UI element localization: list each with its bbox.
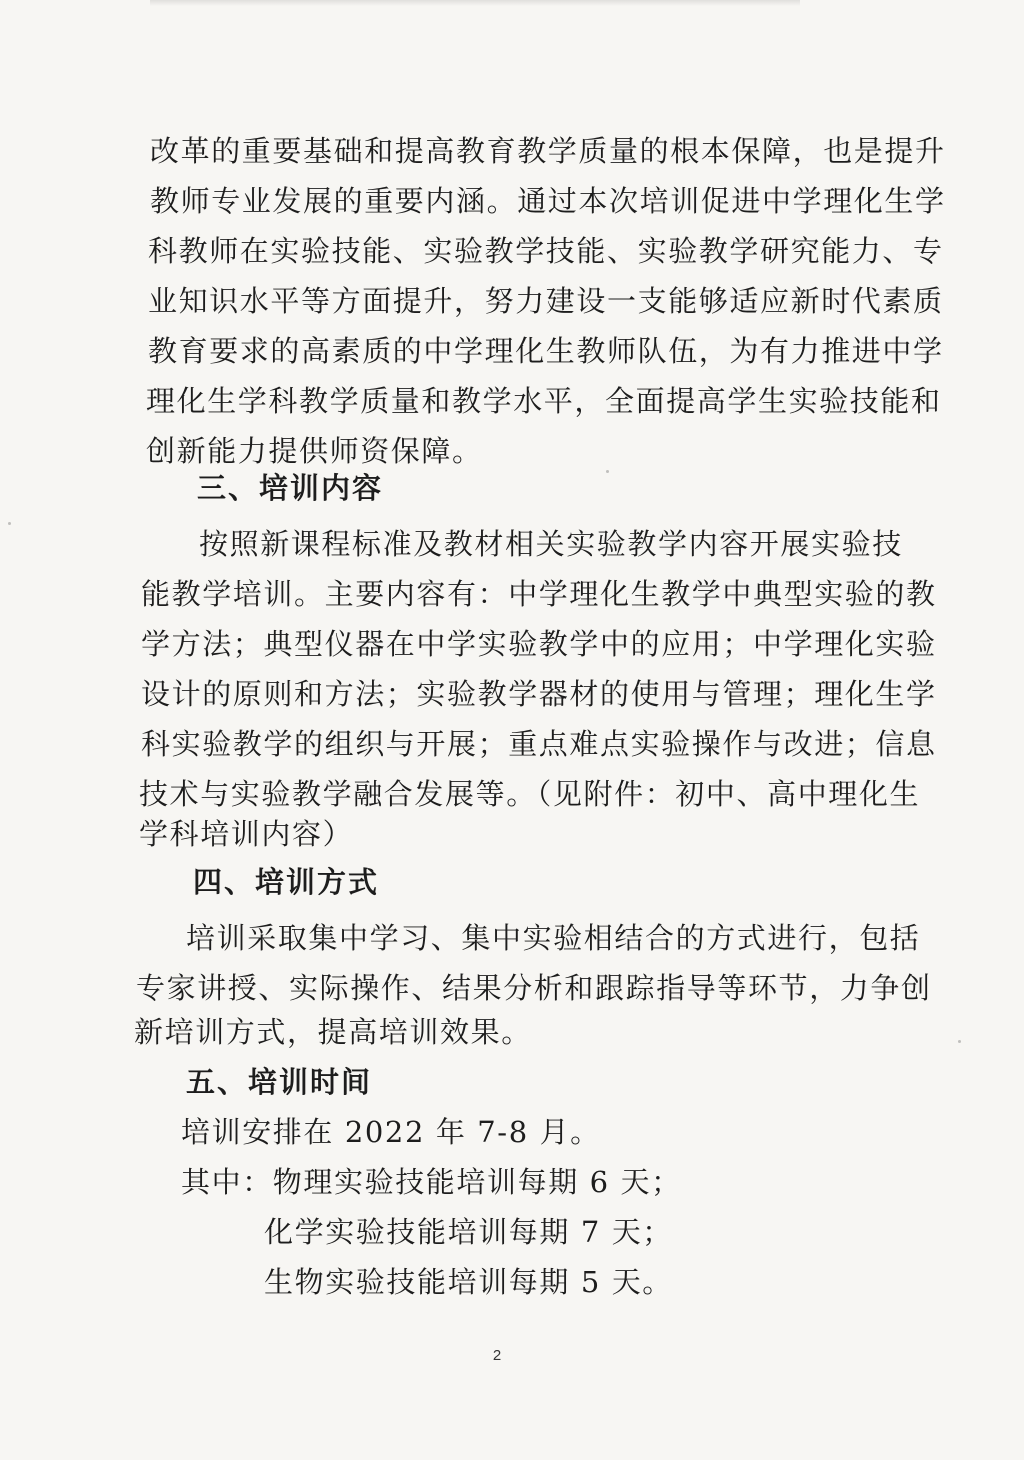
body-text-line: 技术与实验教学融合发展等。（见附件：初中、高中理化生 xyxy=(139,777,921,811)
body-text-line: 专家讲授、实际操作、结果分析和跟踪指导等环节，力争创 xyxy=(136,971,932,1005)
body-text-line: 理化生学科教学质量和教学水平，全面提高学生实验技能和 xyxy=(146,384,942,418)
body-text-line: 学方法；典型仪器在中学实验教学中的应用；中学理化实验 xyxy=(141,627,937,661)
body-text-line: 生物实验技能培训每期 5 天。 xyxy=(264,1265,673,1299)
body-text-line: 学科培训内容） xyxy=(139,817,354,851)
scan-speck xyxy=(8,522,11,525)
body-text-line: 培训采取集中学习、集中实验相结合的方式进行，包括 xyxy=(186,921,921,955)
scan-top-edge xyxy=(150,0,800,6)
body-text-line: 其中：物理实验技能培训每期 6 天； xyxy=(181,1165,682,1199)
section-heading-time: 五、培训时间 xyxy=(186,1065,373,1099)
body-text-line: 新培训方式，提高培训效果。 xyxy=(134,1015,532,1049)
body-text-line: 能教学培训。主要内容有：中学理化生教学中典型实验的教 xyxy=(141,577,937,611)
body-text-line: 化学实验技能培训每期 7 天； xyxy=(264,1215,673,1249)
body-text-line: 科实验教学的组织与开展；重点难点实验操作与改进；信息 xyxy=(141,727,937,761)
body-text-line: 按照新课程标准及教材相关实验教学内容开展实验技 xyxy=(199,527,903,561)
scan-speck xyxy=(606,470,609,473)
body-text-line: 改革的重要基础和提高教育教学质量的根本保障，也是提升 xyxy=(150,134,946,168)
body-text-line: 教育要求的高素质的中学理化生教师队伍，为有力推进中学 xyxy=(148,334,944,368)
body-text-line: 教师专业发展的重要内涵。通过本次培训促进中学理化生学 xyxy=(150,184,946,218)
body-text-line: 培训安排在 2022 年 7-8 月。 xyxy=(181,1115,601,1149)
section-heading-content: 三、培训内容 xyxy=(197,471,384,505)
scan-speck xyxy=(958,1040,961,1043)
body-text-line: 创新能力提供师资保障。 xyxy=(146,434,483,468)
body-text-line: 业知识水平等方面提升，努力建设一支能够适应新时代素质 xyxy=(148,284,944,318)
page-number: 2 xyxy=(492,1347,502,1364)
body-text-line: 科教师在实验技能、实验教学技能、实验教学研究能力、专 xyxy=(148,234,944,268)
body-text-line: 设计的原则和方法；实验教学器材的使用与管理；理化生学 xyxy=(141,677,937,711)
section-heading-method: 四、培训方式 xyxy=(193,865,380,899)
